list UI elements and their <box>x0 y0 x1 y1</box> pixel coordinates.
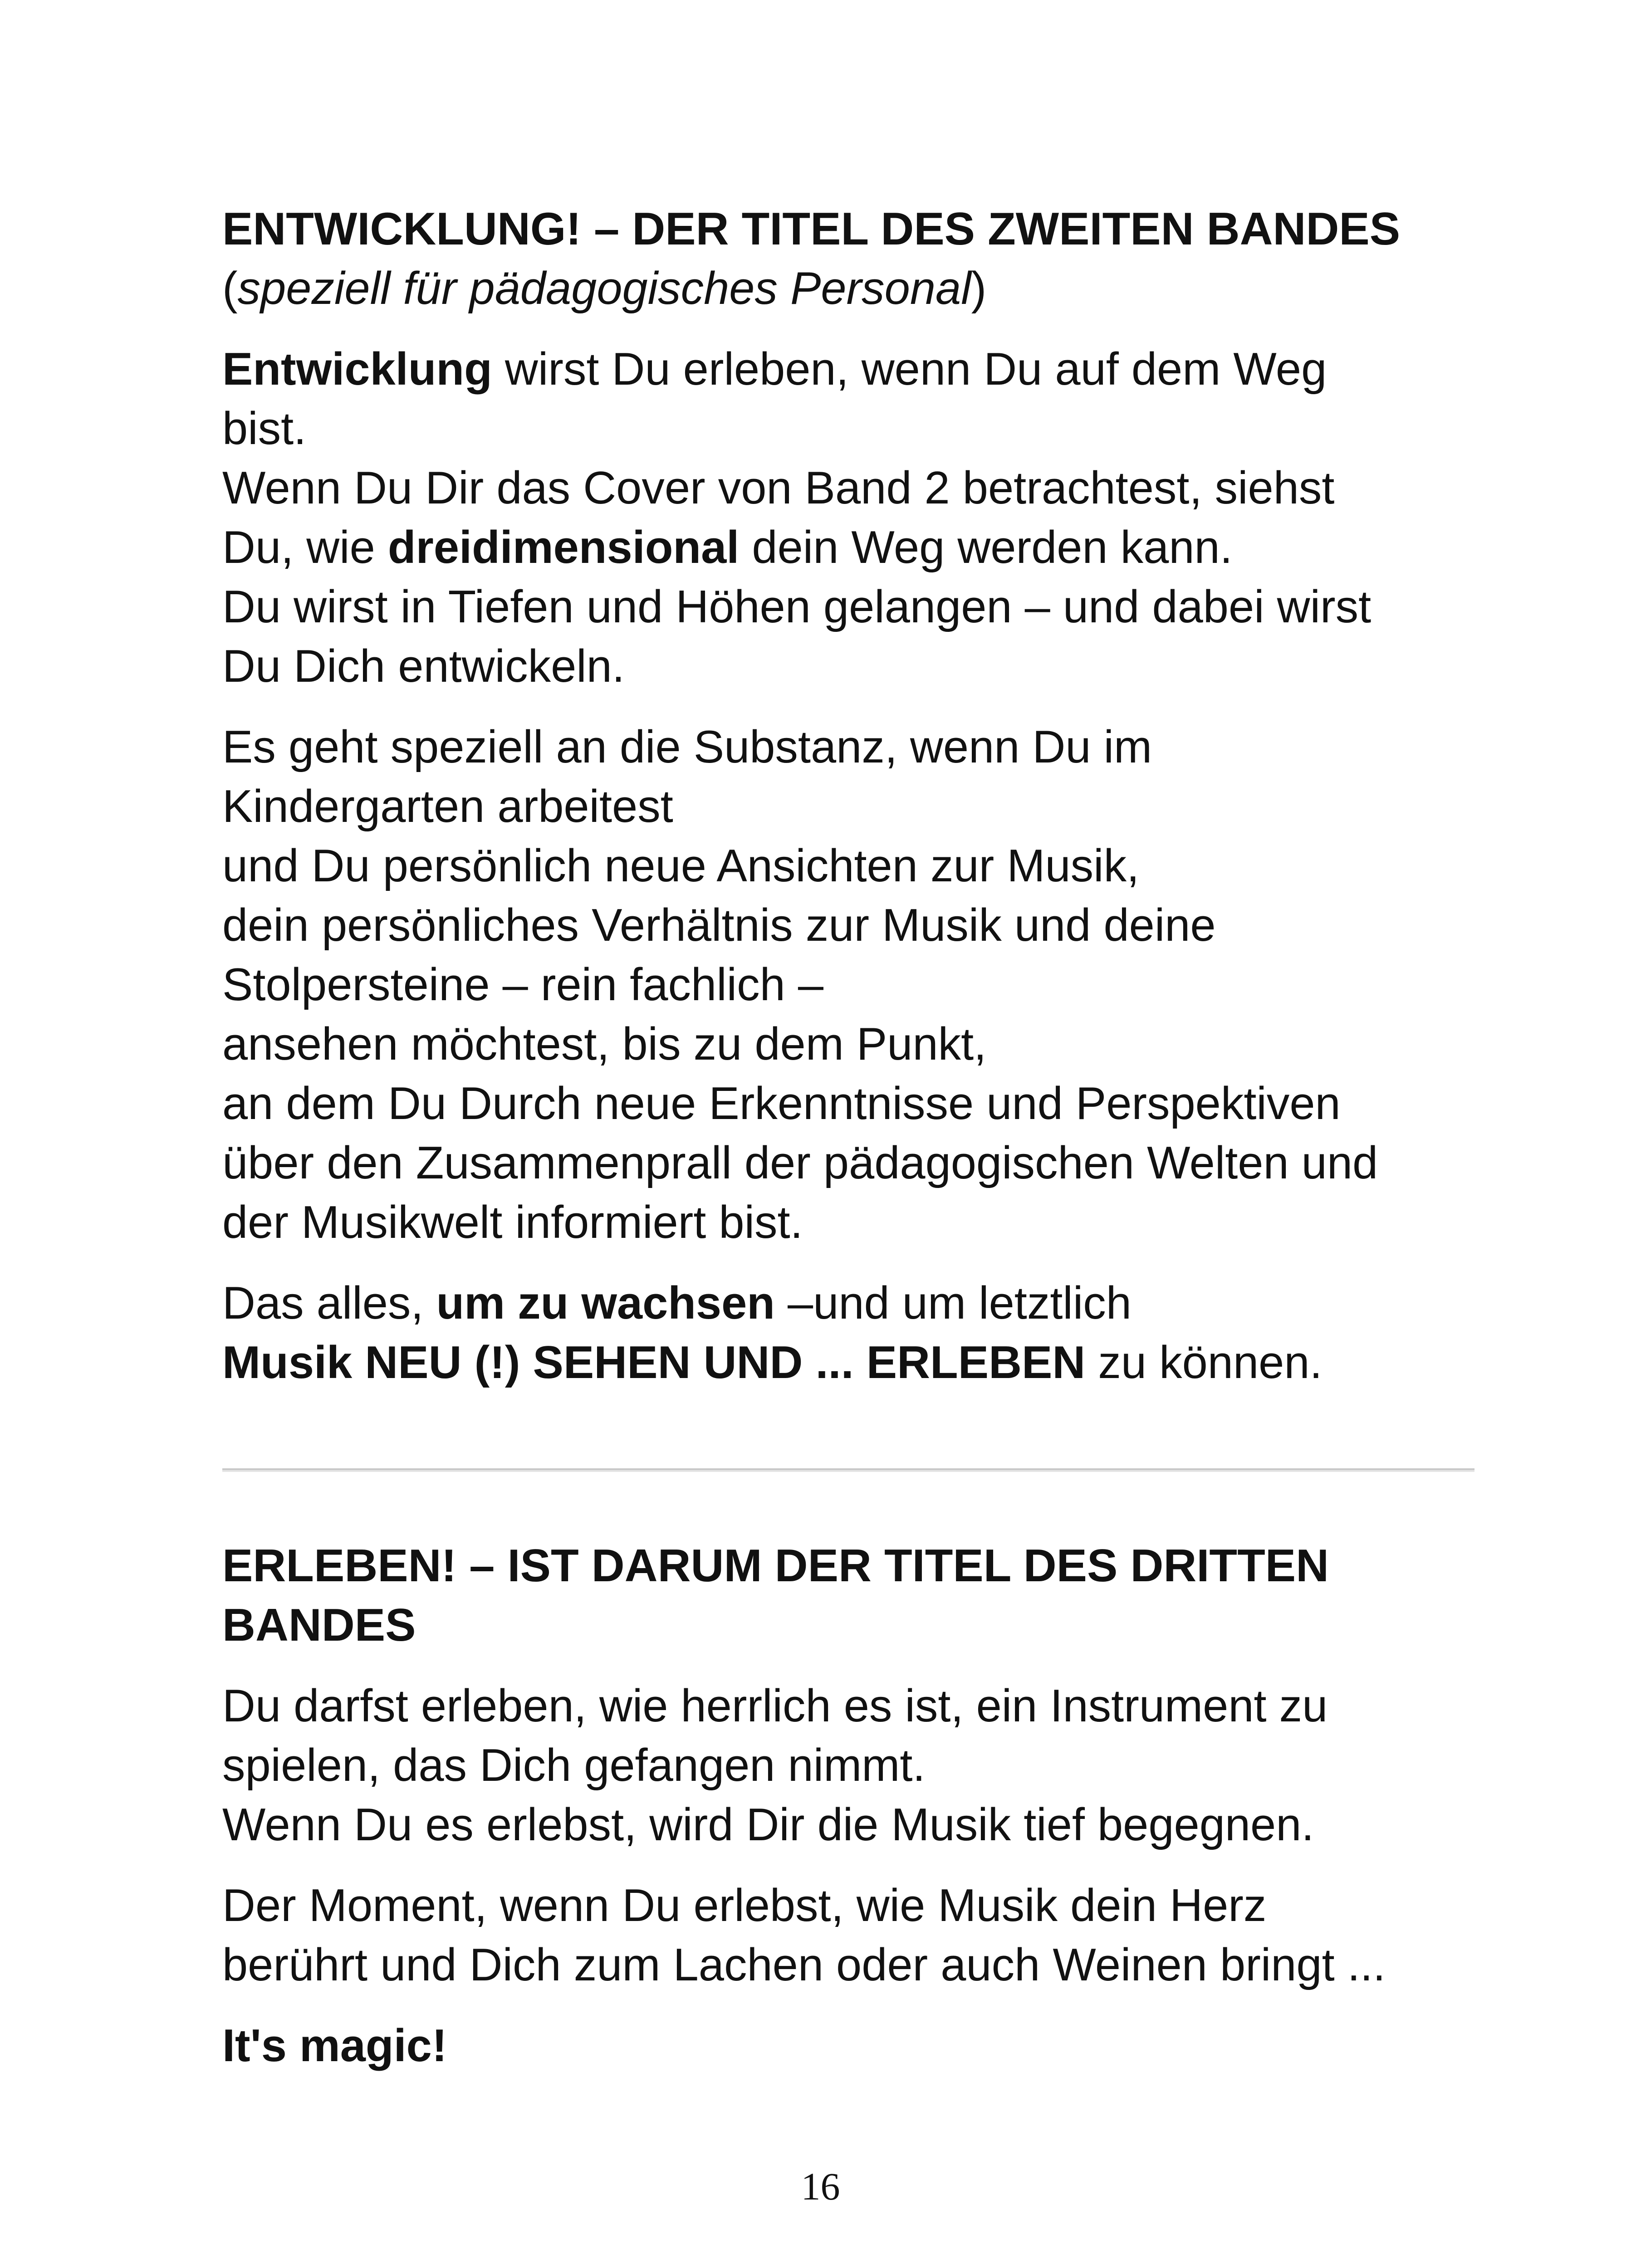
closing-line: It's magic! <box>222 2020 447 2071</box>
section-subheading: (speziell für pädagogisches Personal) <box>222 263 987 314</box>
document-page <box>222 200 1474 2097</box>
text-line: Entwicklung wirst Du erleben, wenn Du auf dem Weg <box>222 344 1327 395</box>
text-line: Du, wie dreidimensional dein Weg werden kann. <box>222 522 1233 573</box>
paragraph <box>222 1677 1474 1855</box>
paragraph <box>222 340 1474 696</box>
text-line: und Du persönlich neue Ansichten zur Musik, <box>222 841 1140 891</box>
text-line: Der Moment, wenn Du erlebst, wie Musik dein Herz <box>222 1880 1267 1931</box>
paragraph <box>222 1876 1474 1995</box>
text-line: Wenn Du es erlebst, wird Dir die Musik tief begegnen. <box>222 1799 1314 1850</box>
text-line: Das alles, um zu wachsen –und um letztlich <box>222 1278 1132 1329</box>
section-divider <box>222 1468 1474 1472</box>
text-line: ansehen möchtest, bis zu dem Punkt, <box>222 1019 987 1070</box>
section-erleben <box>222 1536 1474 2076</box>
text-line: bist. <box>222 403 307 454</box>
section-heading: ENTWICKLUNG! – DER TITEL DES ZWEITEN BANDES <box>222 204 1401 254</box>
text-line: berührt und Dich zum Lachen oder auch Weinen bringt ... <box>222 1940 1386 1990</box>
text-line: Es geht speziell an die Substanz, wenn Du im <box>222 722 1152 772</box>
text-line: Du darfst erleben, wie herrlich es ist, ein Instrument zu <box>222 1681 1328 1731</box>
text-line: Du Dich entwickeln. <box>222 641 625 692</box>
paragraph <box>222 1274 1474 1393</box>
page-number: 16 <box>801 2165 840 2208</box>
text-line: spielen, das Dich gefangen nimmt. <box>222 1740 926 1791</box>
section-divider-wrap <box>222 1414 1474 1536</box>
section-entwicklung <box>222 200 1474 1393</box>
text-line: Musik NEU (!) SEHEN UND ... ERLEBEN zu können. <box>222 1337 1323 1388</box>
text-line: Wenn Du Dir das Cover von Band 2 betrachtest, siehst <box>222 463 1335 513</box>
paragraph <box>222 2016 1474 2076</box>
text-line: Kindergarten arbeitest <box>222 781 673 832</box>
section-heading: ERLEBEN! – IST DARUM DER TITEL DES DRITTEN <box>222 1540 1329 1591</box>
paragraph <box>222 718 1474 1252</box>
section-heading-continued: BANDES <box>222 1600 416 1651</box>
text-line: Du wirst in Tiefen und Höhen gelangen – und dabei wirst <box>222 582 1372 632</box>
text-line: über den Zusammenprall der pädagogischen Welten und <box>222 1138 1378 1188</box>
text-line: dein persönliches Verhältnis zur Musik und deine <box>222 900 1216 951</box>
text-line: der Musikwelt informiert bist. <box>222 1197 803 1248</box>
text-line: Stolpersteine – rein fachlich – <box>222 959 823 1010</box>
text-line: an dem Du Durch neue Erkenntnisse und Perspektiven <box>222 1078 1341 1129</box>
